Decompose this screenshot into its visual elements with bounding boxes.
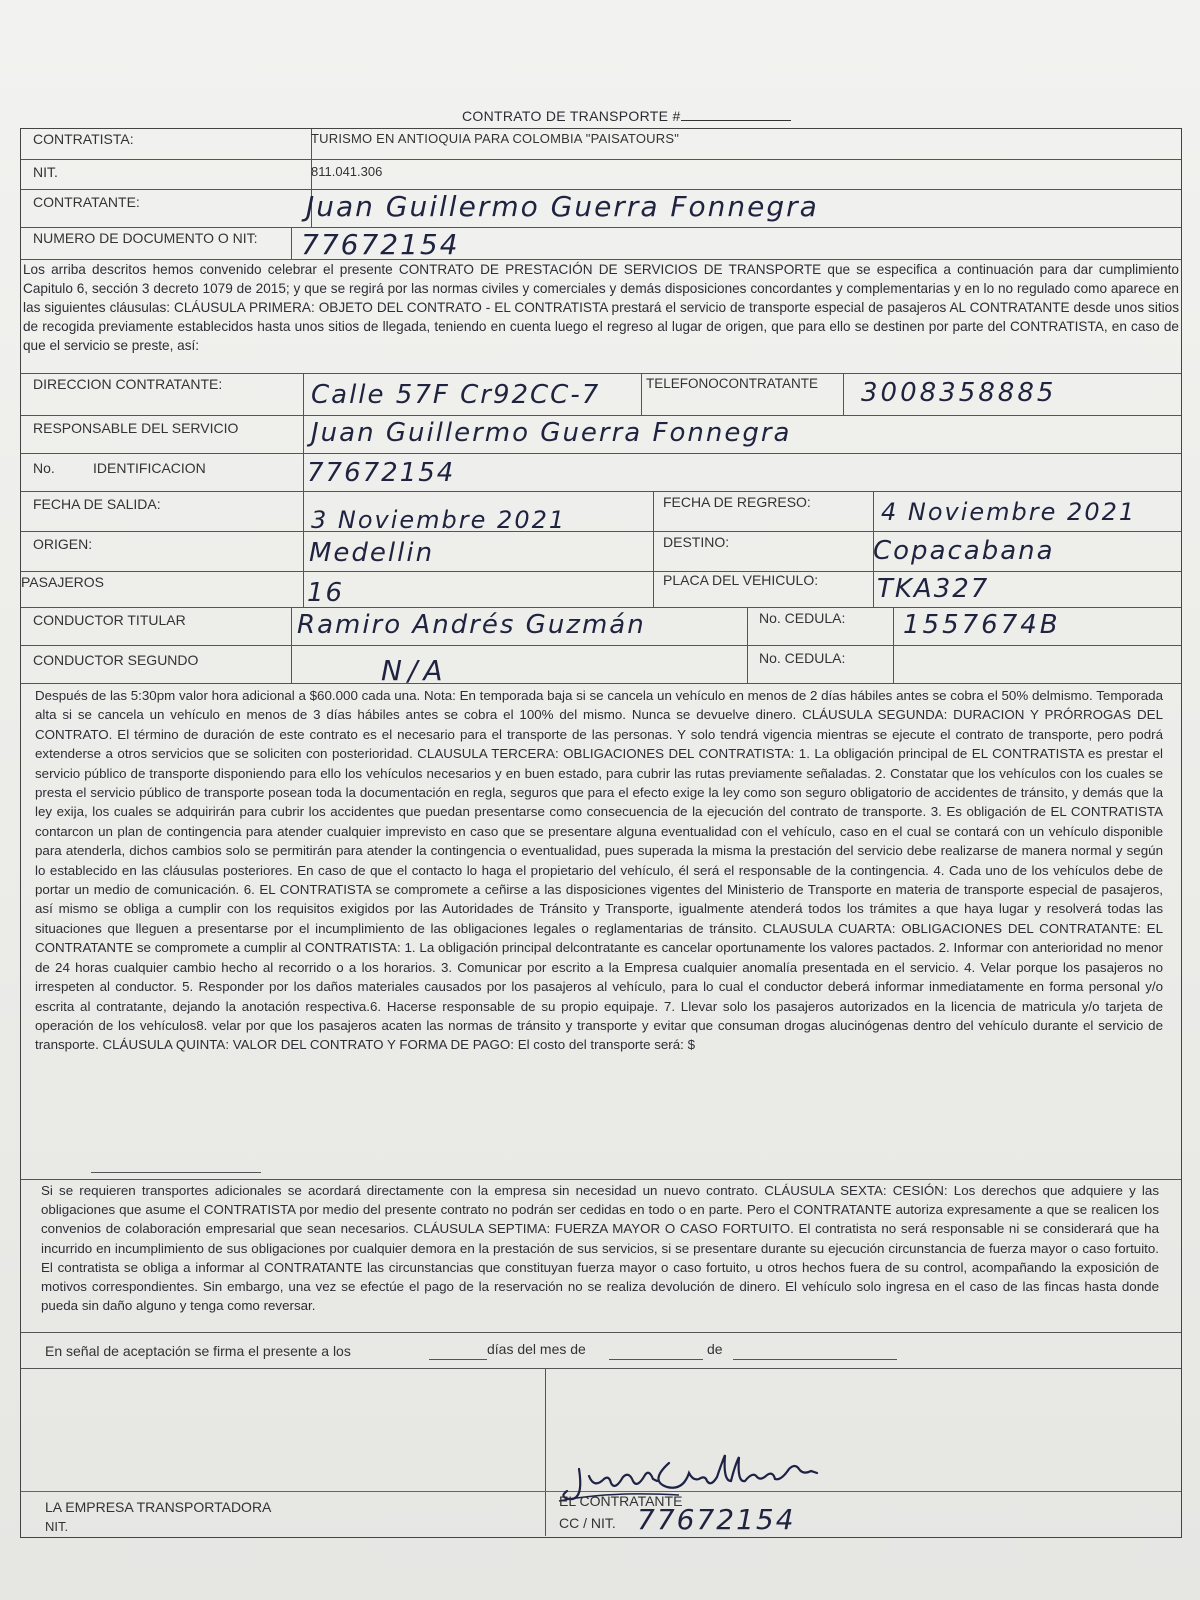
identificacion-value: 77672154	[307, 458, 456, 488]
cedula-label-2: No. CEDULA:	[759, 650, 846, 666]
row-direccion	[21, 373, 1181, 416]
fecha-regreso-label: FECHA DE REGRESO:	[663, 494, 811, 510]
pasajeros-cell	[303, 572, 304, 608]
placa-label: PLACA DEL VEHICULO:	[663, 572, 819, 588]
empresa-nit-label: NIT.	[45, 1519, 69, 1534]
fecha-regreso-value-cell	[873, 492, 874, 532]
direccion-label: DIRECCION CONTRATANTE:	[33, 376, 223, 392]
contratante-value: Juan Guillermo Guerra Fonnegra	[306, 190, 819, 223]
conductor-titular-label: CONDUCTOR TITULAR	[33, 612, 186, 628]
row-documento	[21, 227, 1181, 260]
origen-value: Medellin	[309, 538, 435, 568]
cedula-value-1: 1557674B	[903, 610, 1061, 640]
fecha-salida-cell	[303, 492, 304, 532]
row-clauses	[21, 683, 1181, 1180]
fecha-regreso-label-cell	[653, 492, 654, 532]
placa-value: TKA327	[877, 574, 990, 604]
conductor-titular-cell	[291, 608, 292, 646]
conductor-titular-value: Ramiro Andrés Guzmán	[297, 610, 646, 640]
nit-value: 811.041.306	[311, 164, 383, 179]
row-contratante	[21, 189, 1181, 228]
cedula-label-1: No. CEDULA:	[759, 610, 846, 626]
fecha-salida-label: FECHA DE SALIDA:	[33, 496, 161, 512]
telefono-label-cell	[641, 374, 642, 416]
row-additional	[21, 1179, 1181, 1333]
contratista-label: CONTRATISTA:	[33, 131, 134, 147]
telefono-value: 3008358885	[861, 378, 1057, 408]
destino-value: Copacabana	[873, 536, 1055, 566]
fecha-salida-value: 3 Noviembre 2021	[311, 506, 567, 534]
acceptance-part1: En señal de aceptación se firma el presente a los	[45, 1343, 351, 1359]
additional-paragraph: Si se requieren transportes adicionales se acordará directamente con la empresa sin necesidad un nuevo contrato. CLÁUSULA SEXTA: CESIÓN: Los derechos que adquiere y las obligaciones que asume el CONTRATISTA por medio del presente contrato no podrán ser cedidas en todo o en parte. Pero el CONTRATANTE autoriza expresamente a que se realicen los convenios de colaboración empresarial que sean necesarios. CLÁUSULA SEPTIMA: FUERZA MAYOR O CASO FORTUITO. El contratista no será responsable ni se considerará que ha incurrido en incumplimiento de sus obligaciones por cualquier demora en la prestación de sus servicios, si se presentare durante su ejecución circunstancia de fuerza mayor o caso fortuito. El contratista se obliga a informar al CONTRATANTE las circunstancias que constituyan fuerza mayor o caso fortuito, u otros hechos fuera de su control, acompañando la exposición de motivos correspondientes. Sin embargo, una vez se efectúe el pago de la reservación no se realiza devolución de dinero. El vehículo solo ingresa en el caso de las fincas hasta donde pueda sin daño alguno y tenga como reversar.	[41, 1183, 1159, 1314]
identificacion-cell	[303, 454, 304, 492]
contract-number-blank	[681, 108, 791, 121]
row-conductor-segundo	[21, 645, 1181, 687]
row-signatures	[21, 1368, 1181, 1536]
row-acceptance	[21, 1332, 1181, 1369]
conductor-segundo-value: N/A	[381, 654, 449, 687]
contract-title	[462, 108, 791, 124]
origen-cell	[303, 532, 304, 572]
telefono-label: TELEFONOCONTRATANTE	[646, 376, 819, 391]
cedula-value-cell-1	[893, 608, 894, 646]
title-text: CONTRATO DE TRANSPORTE #	[462, 108, 681, 124]
acceptance-month-blank	[609, 1359, 703, 1360]
row-contratista	[21, 129, 1181, 159]
row-intro	[21, 259, 1181, 374]
row-identificacion	[21, 453, 1181, 492]
row-responsable	[21, 415, 1181, 454]
fecha-regreso-value: 4 Noviembre 2021	[881, 498, 1137, 526]
cc-nit-label: CC / NIT.	[559, 1515, 616, 1531]
acceptance-part3: de	[707, 1341, 723, 1357]
contratista-value: TURISMO EN ANTIOQUIA PARA COLOMBIA "PAISATOURS"	[311, 131, 680, 146]
documento-cell	[291, 228, 292, 260]
pasajeros-label: PASAJEROS	[21, 574, 104, 590]
no-label: No.	[33, 460, 55, 476]
telefono-value-cell	[843, 374, 844, 416]
cedula-value-cell-2	[893, 646, 894, 684]
responsable-label: RESPONSABLE DEL SERVICIO	[33, 420, 239, 436]
cc-nit-value: 77672154	[637, 1503, 796, 1536]
conductor-segundo-cell	[291, 646, 292, 684]
row-pasajeros-placa	[21, 571, 1181, 608]
row-origen-destino	[21, 531, 1181, 572]
placa-label-cell	[653, 572, 654, 608]
acceptance-part2: días del mes de	[487, 1341, 586, 1357]
acceptance-days-blank	[429, 1359, 487, 1360]
row-fechas	[21, 491, 1181, 532]
empresa-label: LA EMPRESA TRANSPORTADORA	[45, 1499, 272, 1515]
pasajeros-value: 16	[307, 578, 345, 608]
contratante-label: CONTRATANTE:	[33, 194, 140, 210]
intro-paragraph: Los arriba descritos hemos convenido celebrar el presente CONTRATO DE PRESTACIÓN DE SERVICIOS DE TRANSPORTE que se especifica a continuación para dar cumplimiento Capitulo 6, sección 3 decreto 1079 de 2015; y que se regirá por las normas civiles y comerciales y demás disposiciones concordantes y complementarias y en lo no regulado como aparece en las siguientes cláusulas: CLÁUSULA PRIMERA: OBJETO DEL CONTRATO - EL CONTRATISTA prestará el servicio de transporte especial de pasajeros AL CONTRATANTE desde unos sitios de recogida previamente establecidos hasta unos sitios de llegada, teniendo en cuenta luego el regreso al lugar de origen, que para ello se destinen por parte del CONTRATISTA, en caso de que el servicio se preste, así:	[23, 262, 1179, 353]
placa-value-cell	[873, 572, 874, 608]
conductor-segundo-label: CONDUCTOR SEGUNDO	[33, 652, 199, 668]
cedula-label-cell-1	[747, 608, 748, 646]
clauses-paragraph: Después de las 5:30pm valor hora adicional a $60.000 cada una. Nota: En temporada baja si se cancela un vehículo en menos de 2 días hábiles antes se cobra el 50% delmismo. Temporada alta si se cancela un vehículo en menos de 3 días hábiles antes se cobra el 100% del mismo. Nunca se devuelve dinero. CLÁUSULA SEGUNDA: DURACION Y PRÓRROGAS DEL CONTRATO. El término de duración de este contrato es el necesario para el transporte de las personas. Y solo tendrá vigencia mientras se ejecute el contrato de transporte, pero podrá extenderse a otros servicios que se soliciten con posterioridad. CLAUSULA TERCERA: OBLIGACIONES DEL CONTRATISTA: 1. La obligación principal de EL CONTRATISTA es prestar el servicio público de transporte disponiendo para ello los vehículos necesarios y en buen estado, para cubrir las rutas previamente señaladas. 2. Constatar que los vehículos con los cuales se presta el servicio público de transporte posean toda la documentación en regla, seguros que para el efecto exige la ley como son seguro obligatorio de accidentes de tránsito, y demás que la ley exija, los cuales se adquirirán para cubrir los accidentes que puedan presentarse como consecuencia de la ejecución del contrato de transporte. 3. Es obligación de EL CONTRATISTA contarcon un plan de contingencia para atender cualquier imprevisto en caso que se presentare alguna eventualidad con el vehículo, caso en el cual se contará con un vehículo disponible para atenderla, dichos cambios solo se permitirán para atender la contingencia o eventualidad, pues superada la misma la prestación del servicio debe realizarse de manera normal y según lo establecido en las cláusulas posteriores. En caso de que el contacto lo haga el propietario del vehículo, él será el responsable de la contingencia. 4. Cada uno de los vehículos debe de portar un medio de comunicación. 6. EL CONTRATISTA se compromete a ceñirse a las disposiciones vigentes del Ministerio de Transporte en materia de transporte especial de pasajeros, así mismo se obliga a cumplir con los requisitos exigidos por las Autoridades de Tránsito y Transporte, igualmente atenderá todos los trámites a que haya lugar y resolverá todas las situaciones que lleguen a presentarse por el incumplimiento de las obligaciones legales o reglamentarias de tránsito. CLAUSULA CUARTA: OBLIGACIONES DEL CONTRATANTE: EL CONTRATANTE se compromete a cumplir al CONTRATISTA: 1. La obligación principal delcontratante es cancelar oportunamente los valores pactados. 2. Informar con anterioridad no menor de 24 horas cualquier cambio hecho al recorrido o a los horarios. 3. Comunicar por escrito a la Empresa cualquier anomalía presentada en el servicio. 4. Velar porque los pasajeros no irrespeten al conductor. 5. Responder por los daños materiales causados por los pasajeros al vehículo, para lo cual el conductor deberá informar inmediatamente en forma personal y/o escrita al contratante, dejando la anotación respectiva.6. Hacerse responsable de su propio equipaje. 7. Llevar solo los pasajeros autorizados en la licencia de matricula y/o tarjeta de operación de los vehículos8. velar por que los pasajeros acaten las normas de tránsito y transporte y evitar que consuman drogas alucinógenas dentro del vehículo durante el servicio de transporte. CLÁUSULA QUINTA: VALOR DEL CONTRATO Y FORMA DE PAGO: El costo del transporte será: $	[35, 688, 1163, 1053]
direccion-cell	[303, 374, 304, 416]
row-conductor-titular	[21, 607, 1181, 646]
contract-sheet	[20, 128, 1182, 1538]
cedula-label-cell-2	[747, 646, 748, 684]
valor-blank	[91, 1172, 261, 1173]
destino-label-cell	[653, 532, 654, 572]
row-nit	[21, 159, 1181, 190]
direccion-value: Calle 57F Cr92CC-7	[311, 380, 601, 410]
acceptance-year-blank	[733, 1359, 897, 1360]
nit-label: NIT.	[33, 164, 58, 180]
documento-value: 77672154	[301, 228, 460, 261]
contratante-sign-label: EL CONTRATANTE	[559, 1493, 683, 1509]
origen-label: ORIGEN:	[33, 536, 93, 552]
identificacion-label: IDENTIFICACION	[93, 460, 206, 476]
destino-label: DESTINO:	[663, 534, 730, 550]
responsable-value: Juan Guillermo Guerra Fonnegra	[311, 418, 792, 448]
documento-label: NUMERO DE DOCUMENTO O NIT:	[33, 230, 258, 246]
signature-divider	[545, 1369, 546, 1536]
responsable-cell	[303, 416, 304, 454]
